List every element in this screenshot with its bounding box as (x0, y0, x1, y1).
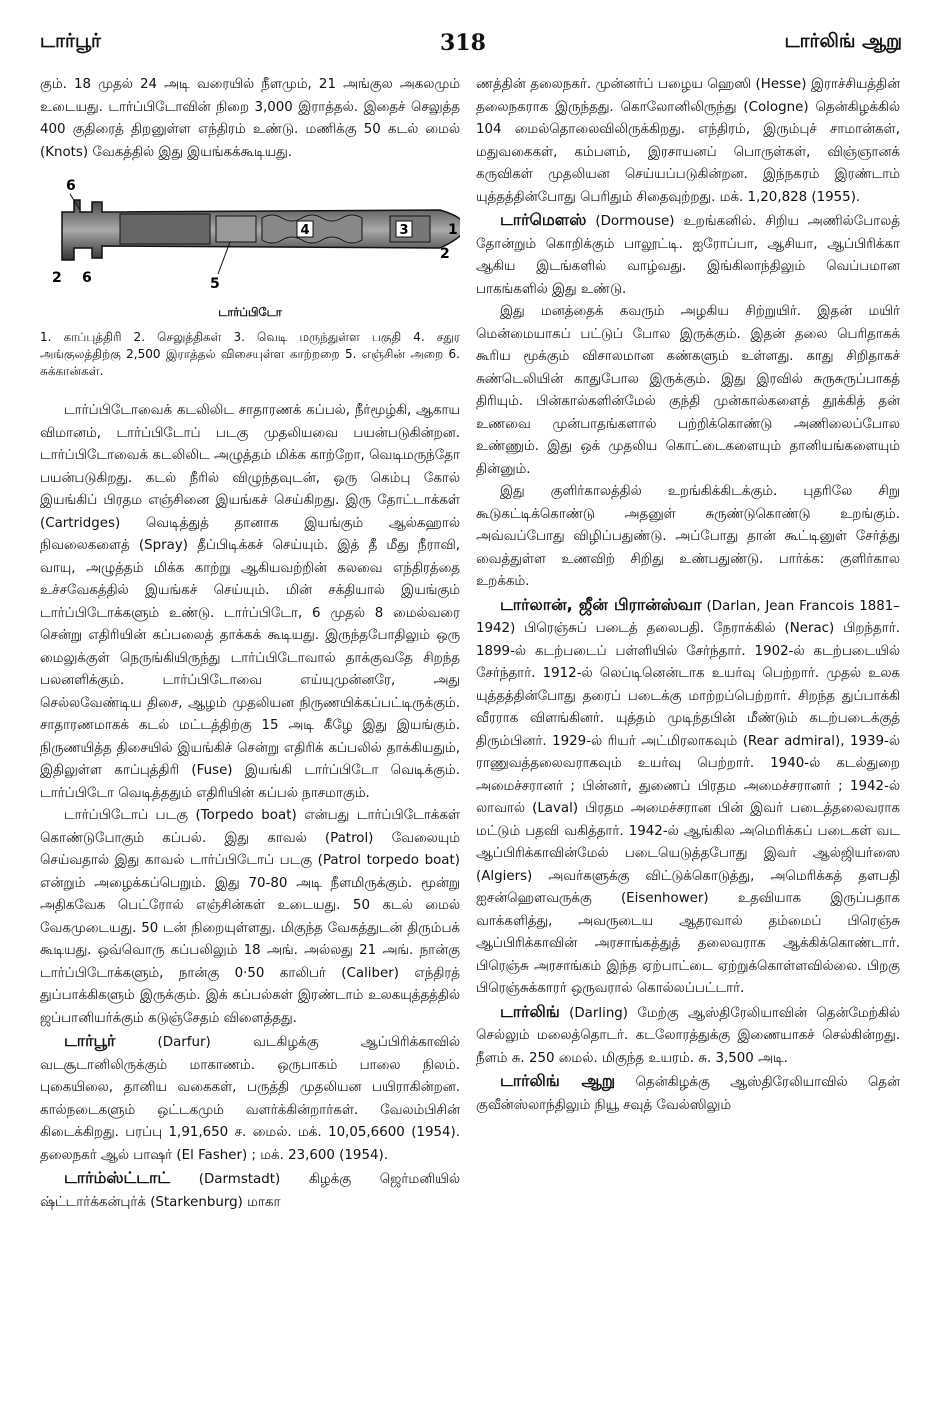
torpedo-paragraph-1: டார்ப்பிடோவைக் கடலிலிட சாதாரணக் கப்பல், நீர்மூழ்கி, ஆகாய விமானம், டார்ப்பிடோப் படகு முதலியவை பயன்படுகின்றன. டார்ப்பிடோவைக் கடலிலிட அழுத்தம் மிக்க காற்றோ, வெடிமருந்தோ பயன்படுகிறது. கடல் நீரில் விழுந்தவுடன், ஒரு கெம்பு கோல் இயங்கிப் பிரதம எஞ்சினை இயங்கச் செய்கிறது. இரு தோட்டாக்கள் (Cartridges) வெடித்துத் தானாக இயங்கும் ஆல்கஹால் நிவலைகளைத் (Spray) தீப்பிடிக்கச் செய்யும். இத் தீ மீது நீராவி, வாயு, அழுத்தம் மிக்க காற்று ஆகியவற்றின் கலவை எந்திரத்தை உச்சவேகத்தில் இயங்கச் செய்யும். மின் சக்தியால் இயங்கும் டார்ப்பிடோக்களும் உண்டு. டார்ப்பிடோ, 6 முதல் 8 மைல்வரை சென்று எதிரியின் கப்பலைத் தாக்கக் கூடியது. இருந்தபோதிலும் ஒரு மைலுக்குள் நெருங்கியிருந்து டார்ப்பிடோவால் தாக்குவதே சிறந்த பலனளிக்கும். டார்ப்பிடோவை எய்யுமுன்னரே, அது செல்லவேண்டிய திசை, ஆழம் முதலியன நிருணயிக்கப்பட்டிருக்கும். சாதாரணமாகக் கடல் மட்டத்திற்கு 15 அடி கீழே இது இயங்கும். நிருணயித்த திசையில் இயங்கிச் சென்று எதிரிக் கப்பலில் தாக்கியதும், இதிலுள்ள காப்புத்திரி (Fuse) இயங்கி டார்ப்பிடோ வெடிக்கும். டார்ப்பிடோ வெடித்ததும் எதிரியின் கப்பல் நாசமாகும். (40, 403, 460, 801)
left-column (40, 74, 460, 1214)
entry-body-darmstadt: (Darmstadt) கிழக்கு ஜெர்மனியில் ஷ்ட்டார்க்கன்புர்க் (Starkenburg) மாகா (40, 1172, 460, 1210)
entry-head-darling-river: டார்லிங் ஆறு (500, 1071, 616, 1090)
entry-darfur (40, 1030, 460, 1167)
intro-paragraph: கும். 18 முதல் 24 அடி வரையில் நீளமும், 21 அங்குல அகலமும் உடையது. டார்ப்பிடோவின் நிறை 3,000 இராத்தல். இதைச் செலுத்த 400 குதிரைத் திறனுள்ள எந்திரம் உண்டு. மணிக்கு 50 கடல் மைல் (Knots) வேகத்தில் இது இயங்கக்கூடியது. (40, 77, 460, 160)
darmstadt-continued: ணத்தின் தலைநகர். முன்னர்ப் பழைய ஹெஸி (Hesse) இராச்சியத்தின் தலைநகராக இருந்தது. கொலோனிலிருந்து (Cologne) தென்கிழக்கில் 104 மைல்தொலைவிலிருக்கிறது. எந்திரம், இரும்புச் சாமான்கள், மதுவகைகள், கம்பளம், இரசாயனப் பொருள்கள், விஞ்ஞானக் கருவிகள் முதலியன செய்யப்படுகின்றன. இந்நகரம் இரண்டாம் யுத்தத்தின்போது பெரிதும் சிதைவுற்றது. மக். 1,20,828 (1955). (476, 77, 900, 205)
torpedo-diagram (40, 170, 460, 290)
entry-body-darling: (Darling) மேற்கு ஆஸ்திரேலியாவின் தென்மேற்கில் செல்லும் மலைத்தொடர். கடலோரத்துக்கு இணையாகச் செல்கின்றது. நீளம் சு. 250 மைல். மிகுந்த உயரம். சு. 3,500 அடி. (476, 1005, 900, 1066)
entry-head-darling: டார்லிங் (500, 1001, 560, 1021)
entry-body-dormouse: (Dormouse) உறங்கனில். சிறிய அணில்போலத் தோன்றும் கொறிக்கும் பாலூட்டி. ஐரோப்பா, ஆசியா, ஆப்பிரிக்கா ஆகிய இடங்களில் வாழ்வது. இங்கிலாந்திலும் வெப்பமான பாகங்களில் இது உண்டு. (476, 214, 900, 297)
entry-body-darfur: (Darfur) வடகிழக்கு ஆப்பிரிக்காவில் வடசூடானிலிருக்கும் மாகாணம். ஒருபாகம் பாலை நிலம். புகையிலை, தானிய வகைகள், பருத்தி முதலியன பயிராகின்றன. கால்நடைகளும் ஒட்டகமும் வளர்க்கின்றார்கள். வேலம்பிசின் கிடைக்கிறது. பரப்பு 1,91,650 ச. மைல். மக். 10,05,6600 (1954). தலைநகர் ஆல் பாஷர் (El Fasher) ; மக். 23,600 (1954). (40, 1035, 460, 1163)
callout-2-right: 2 (440, 246, 450, 262)
entry-darmstadt (40, 1167, 460, 1214)
entry-head-darfur: டார்பூர் (64, 1031, 116, 1050)
entry-body-darlan: (Darlan, Jean Francois 1881–1942) பிரெஞ்சுப் படைத் தலைபதி. நேராக்கில் (Nerac) பிறந்தார். 1899-ல் கடற்படைப் பள்ளியில் சேர்ந்தார். 1902-ல் கடற்படையில் சேர்ந்தார். 1912-ல் லெப்டினென்டாக உயர்வு பெற்றார். முதல் உலக யுத்தத்தின்போது தரைப் படைக்கு மாற்றப்பெற்றார். சிறந்த துப்பாக்கி வீரராக விளங்கினர். யுத்தம் முடிந்தபின் மீண்டும் கடற்படைக்குத் திரும்பினர். 1929-ல் ரியர் அட்மிரலாகவும் (Rear admiral), 1939-ல் ராணுவத்தலைவராகவும் உயர்வு பெற்றார். 1940-ல் கடல்துறை அமைச்சரானர் ; பின்னர், துணைப் பிரதம அமைச்சரானர் ; 1942-ல் லாவால் (Laval) பிரதம அமைச்சரான பின் இவர் படைத்தலைவராக மட்டும் பதவி வகித்தார். 1942-ல் ஆங்கில அமெரிக்கப் படைகள் வட ஆப்பிரிக்காவின்மேல் படையெடுத்தபோது இவர் ஆல்ஜியர்ஸை (Algiers) அவர்களுக்கு விட்டுக்கொடுத்து, அமெரிக்கத் தளபதி ஐசன்ஹௌவருக்கு (Eisenhower) உதவியாக இருப்பதாக வாக்களித்து, அவருடைய ஆதரவால் தம்மைப் பிரெஞ்சு ஆப்பிரிக்காவின் அரசாங்கத்துத் தலைவராக ஆக்கிக்கொண்டார். பிரெஞ்சு அரசாங்கம் இந்த ஏற்பாட்டை ஏற்றுக்கொள்ளவில்லை. பிறகு பிரெஞ்சுக்காரர் ஒருவரால் கொல்லப்பட்டார். (476, 598, 901, 996)
callout-3: 3 (399, 223, 409, 238)
entry-darling (476, 1001, 900, 1071)
dormouse-paragraph-2: இது குளிர்காலத்தில் உறங்கிக்கிடக்கும். புதரிலே சிறு கூடுகட்டிக்கொண்டு அதனுள் சுருண்டுகொண்டு உறங்கும். அவ்வப்போது விழிப்பதுண்டு. அப்போது தான் கூட்டினுள் சேர்த்து வைத்துள்ள உணவிற் சிறிது உண்பதுண்டு. பார்க்க: குளிர்கால உறக்கம். (476, 484, 900, 589)
torpedo-boat-paragraph: டார்ப்பிடோப் படகு (Torpedo boat) என்பது டார்ப்பிடோக்கள் கொண்டுபோகும் கப்பல். இது காவல் (Patrol) வேலையும் செய்வதால் இது காவல் டார்ப்பிடோப் படகு (Patrol torpedo boat) என்றும் அழைக்கப்பெறும். இது 70-80 அடி நீளமிருக்கும். மூன்று அதிகவேக பெட்ரோல் எஞ்சின்கள் உடையது. 50 கடல் மைல் வேகமுடையது. 50 டன் நிறையுள்ளது. மிகுந்த வேகத்துடன் திரும்பக் கூடியது. ஒவ்வொரு கப்பலிலும் 18 அங். அல்லது 21 அங். நான்கு டார்ப்பிடோக்களும், நான்கு 0·50 காலிபர் (Caliber) எந்திரத் துப்பாக்கிகளும் இருக்கும். இக் கப்பல்கள் இரண்டாம் உலகயுத்தத்தில் ஜப்பானியர்க்கும் கடுஞ்சேதம் விளைத்தது. (40, 808, 460, 1026)
entry-body-darling-river: தென்கிழக்கு ஆஸ்திரேலியாவில் தென் குவீன்ஸ்லாந்திலும் நியூ சவுத் வேல்ஸிலும் (476, 1075, 900, 1113)
torpedo-figure (40, 170, 460, 390)
callout-2-left: 2 (52, 270, 62, 286)
page-number: 318 (440, 30, 486, 56)
callout-6-bottom: 6 (82, 270, 92, 286)
figure-caption: 1. காப்புத்திரி 2. செலுத்திகள் 3. வெடி மருந்துள்ள பகுதி 4. சதுர அங்குலத்திற்கு 2,500 இராத்தல் விசையுள்ள காற்றறை 5. எஞ்சின் அறை 6. சுக்கான்கள். (40, 330, 460, 378)
running-head-left: டார்பூர் (40, 30, 101, 52)
running-head-right: டார்லிங் ஆறு (784, 30, 902, 52)
callout-1: 1 (448, 222, 458, 238)
entry-head-dormouse: டார்மௌஸ் (500, 210, 587, 229)
entry-darling-river (476, 1070, 900, 1117)
entry-dormouse (476, 209, 900, 301)
dormouse-paragraph-1: இது மனத்தைக் கவரும் அழகிய சிற்றுயிர். இதன் மயிர் மென்மையாகப் பட்டுப் போல இருக்கும். இதன் தலை பெரிதாகக் கூரிய மூக்கும் விசாலமான கண்களும் உள்ளது. காது சிறிதாகச் சுண்டெலியின் காதுபோல இருக்கும். இது இரவில் சுருசுருப்பாகத் திரியும். பின்கால்களின்மேல் குந்தி முன்கால்களைத் தூக்கித் தன் உணவை முன்பாதங்களால் பற்றிக்கொண்டு அணிலைப்போல உண்ணும். இது ஒக் முதலிய கொட்டைகளையும் தானியங்களையும் தின்னும். (476, 304, 900, 477)
callout-6-top: 6 (66, 178, 76, 194)
callout-4: 4 (300, 223, 310, 238)
callout-5: 5 (210, 276, 220, 290)
entry-head-darlan: டார்லான், ஜீன் பிரான்ஸ்வா (500, 594, 702, 614)
right-column (476, 74, 900, 1117)
entry-head-darmstadt: டார்ம்ஸ்ட்டாட் (64, 1168, 171, 1187)
entry-darlan (476, 594, 900, 1001)
figure-title: டார்ப்பிடோ (218, 304, 282, 319)
